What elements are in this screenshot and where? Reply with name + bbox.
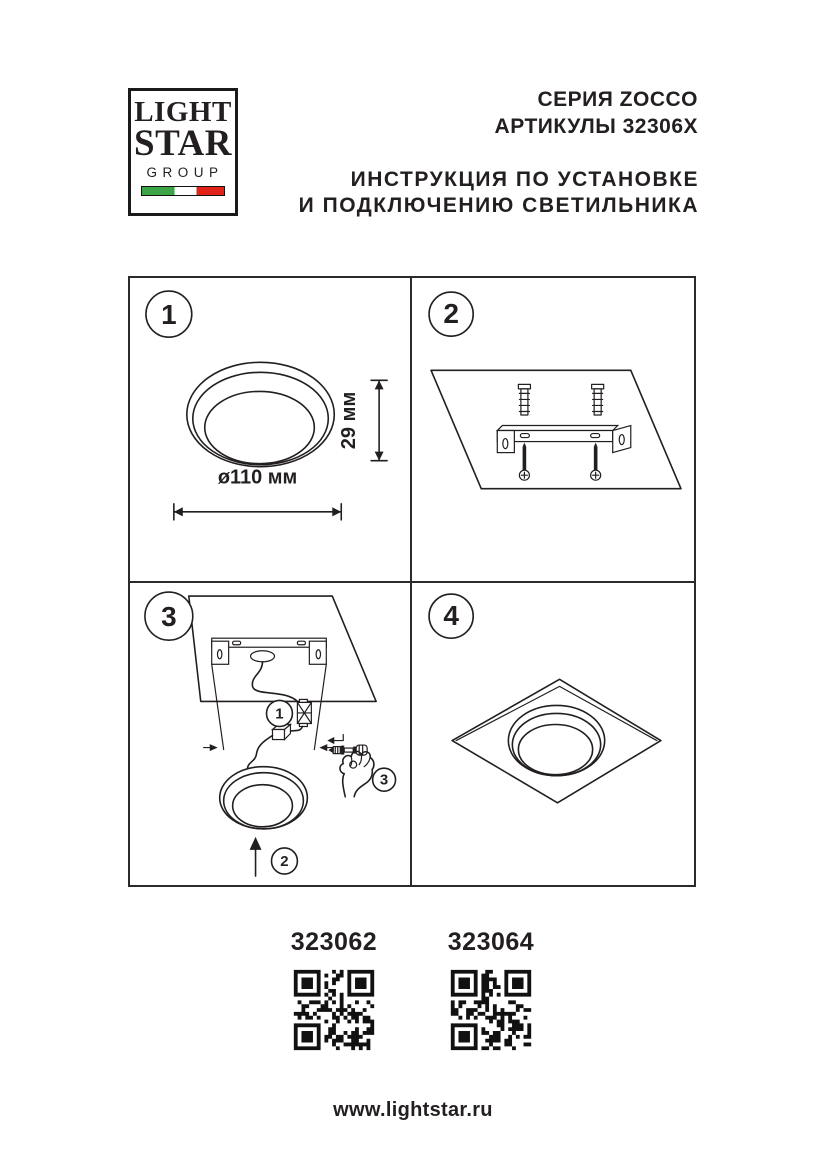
fixture-cable — [248, 736, 273, 768]
panel-2-bracket-mounting — [412, 278, 694, 583]
diagram-grid — [128, 276, 696, 887]
instruction-line-1: ИНСТРУКЦИЯ ПО УСТАНОВКЕ — [350, 168, 699, 191]
logo-word-light: LIGHT — [134, 96, 232, 128]
mounting-bracket — [497, 426, 630, 453]
qr-item-323064 — [447, 928, 535, 1054]
header-titles — [495, 86, 698, 140]
height-dimension — [338, 380, 387, 460]
logo-word-group: GROUP — [146, 165, 224, 180]
fixture-drawing — [187, 362, 334, 466]
qr-code — [447, 966, 535, 1054]
wall-anchor — [592, 384, 604, 415]
panel-4-installed-view — [412, 583, 694, 886]
step-2-badge — [271, 848, 297, 874]
qr-code — [290, 966, 378, 1054]
logo-word-star: STAR — [134, 123, 232, 164]
instruction-title — [299, 167, 699, 219]
italian-flag-icon — [141, 186, 225, 196]
qr-item-323062 — [290, 928, 378, 1054]
panel-number-badge — [146, 291, 192, 337]
wall-anchor — [518, 384, 530, 415]
articles-title: АРТИКУЛЫ 32306Х — [494, 115, 698, 138]
screw — [519, 443, 529, 481]
supply-cable — [252, 662, 297, 702]
hand-icon — [340, 751, 374, 796]
panel-number-badge — [429, 594, 473, 638]
svg-text:1: 1 — [275, 705, 284, 723]
svg-text:1: 1 — [161, 299, 177, 331]
diameter-dimension-label: ø110 мм — [217, 466, 298, 489]
panel-number-badge — [145, 592, 193, 640]
website-url: www.lightstar.ru — [333, 1099, 493, 1121]
panel-1-dimensions — [130, 278, 412, 583]
lightstar-logo — [128, 88, 238, 216]
panel-number-badge — [429, 292, 473, 336]
terminal-connector — [297, 699, 311, 726]
screw — [591, 443, 601, 481]
svg-text:2: 2 — [443, 298, 459, 330]
svg-text:3: 3 — [379, 771, 389, 789]
svg-text:4: 4 — [443, 600, 459, 632]
height-dimension-label: 29 мм — [338, 391, 361, 450]
ceiling-cable-hole — [251, 651, 275, 662]
article-number: 323062 — [290, 928, 378, 956]
mount-up-arrow — [250, 837, 262, 876]
svg-text:2: 2 — [280, 853, 289, 871]
step-1-badge — [267, 700, 293, 726]
step-3-badge — [373, 768, 396, 791]
article-number: 323064 — [447, 928, 535, 956]
instruction-line-2: И ПОДКЛЮЧЕНИЮ СВЕТИЛЬНИКА — [298, 194, 699, 217]
screwdriver-icon — [327, 735, 367, 756]
series-title: СЕРИЯ ZOCCO — [537, 88, 698, 111]
panel-3-wiring-connection — [130, 583, 412, 886]
fixture-drawing — [220, 767, 308, 829]
diameter-dimension — [174, 467, 341, 520]
fixture-drawing — [508, 705, 604, 775]
svg-text:3: 3 — [161, 601, 177, 633]
